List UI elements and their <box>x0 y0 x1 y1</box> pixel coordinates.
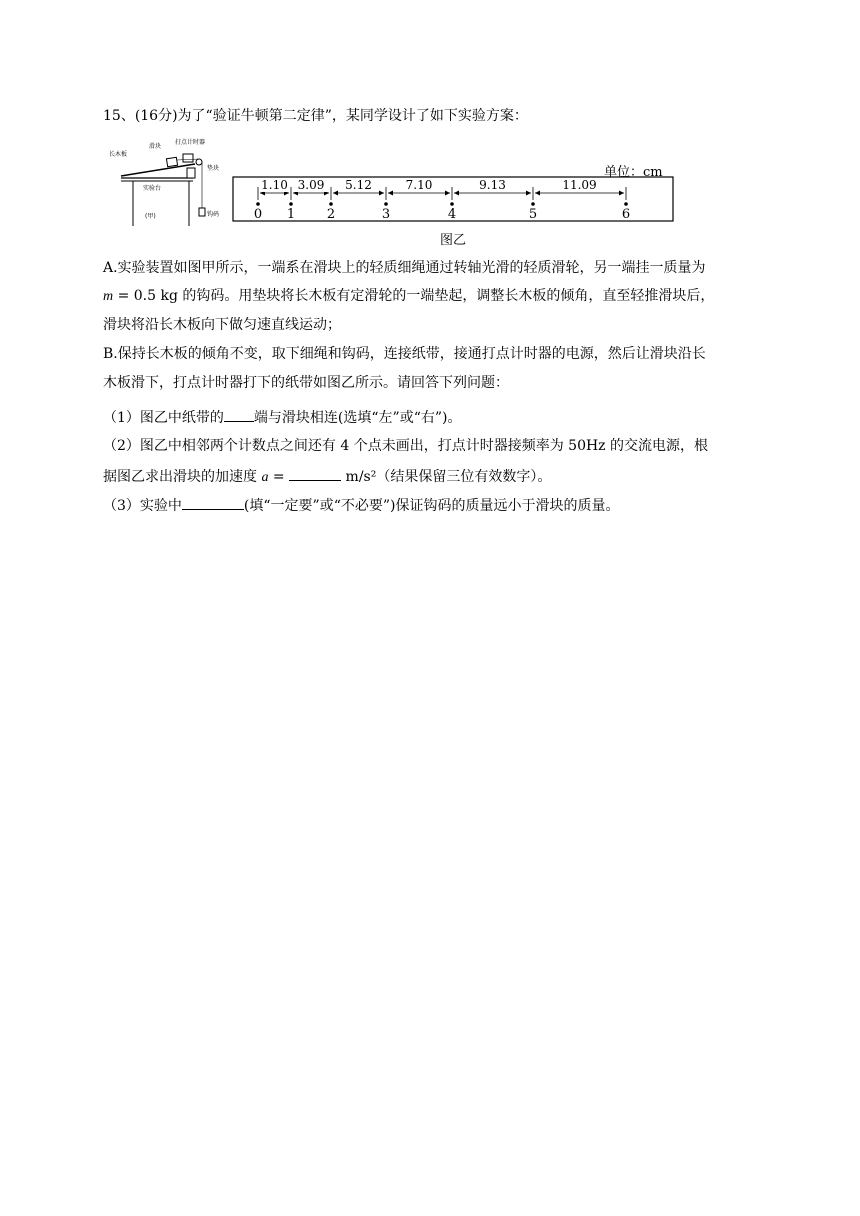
step-a-line2 <box>103 286 714 307</box>
step-a-line3: 滑块将沿长木板向下做匀速直线运动； <box>103 317 341 333</box>
tape-dot-4 <box>450 202 454 206</box>
tape-figure <box>232 160 678 248</box>
arrow-head <box>619 191 624 196</box>
tape-dot-5 <box>531 202 535 206</box>
distance-label: 11.09 <box>562 178 597 192</box>
step-a-line1: A.实验装置如图甲所示，一端系在滑块上的轻质细绳通过转轴光滑的轻质滑轮，另一端挂一质量为 <box>103 260 706 276</box>
arrow-head <box>379 191 384 196</box>
label-slider: 滑块 <box>149 143 162 150</box>
q2-text: 据图乙求出滑块的加速度 <box>103 469 262 485</box>
distance-label: 5.12 <box>345 178 372 192</box>
arrow-head <box>535 191 540 196</box>
tape-dot-0 <box>256 202 260 206</box>
q2-answer-blank[interactable] <box>289 466 341 481</box>
question-2-line2 <box>103 466 551 488</box>
step-b-line1: B.保持长木板的倾角不变，取下细绳和钩码，连接纸带，接通打点计时器的电源，然后让滑块沿长 <box>103 346 706 362</box>
arrow-head <box>445 191 450 196</box>
tape-dot-2 <box>329 202 333 206</box>
acceleration-variable: a <box>261 470 269 485</box>
point-label-3: 3 <box>381 207 391 222</box>
point-label-2: 2 <box>326 207 336 222</box>
q2-text-post: （结果保留三位有效数字）。 <box>376 469 552 485</box>
tape-dot-1 <box>289 202 293 206</box>
point-label-0: 0 <box>253 207 263 222</box>
q1-text: （1）图乙中纸带的 <box>103 410 224 426</box>
caption-jia: (甲) <box>145 213 156 220</box>
distance-label: 1.10 <box>261 178 288 192</box>
unit-label: 单位：cm <box>604 165 663 180</box>
label-board: 长木板 <box>109 151 128 158</box>
tape-dot-3 <box>384 202 388 206</box>
question-1 <box>103 407 461 428</box>
q2-equals: = <box>268 469 290 485</box>
caption-yi: 图乙 <box>440 233 467 248</box>
arrow-head <box>526 191 531 196</box>
label-block: 垫块 <box>207 165 220 172</box>
mass-equation: = 0.5 kg 的钩码。用垫块将长木板有定滑轮的一端垫起，调整长木板的倾角，直至轻推滑块后， <box>113 288 715 304</box>
label-table: 实验台 <box>143 185 162 192</box>
point-label-4: 4 <box>447 207 457 222</box>
distance-label: 7.10 <box>405 178 433 192</box>
q2-unit: m/s² <box>341 469 377 485</box>
distance-label: 3.09 <box>297 178 325 192</box>
question-3 <box>103 495 619 516</box>
q3-answer-blank[interactable] <box>182 495 244 510</box>
q1-answer-blank[interactable] <box>224 407 254 422</box>
arrow-head <box>388 191 393 196</box>
label-weight: 钩码 <box>207 211 220 218</box>
question-2-line1: （2）图乙中相邻两个计数点之间还有 4 个点未画出，打点计时器接频率为 50Hz 的交流电源，根 <box>103 438 709 454</box>
apparatus-figure <box>103 138 223 228</box>
tape-marks <box>254 178 630 222</box>
q3-text-post: (填“一定要”或“不必要”)保证钩码的质量远小于滑块的质量。 <box>243 498 620 514</box>
question-header: 15、(16分)为了“验证牛顿第二定律”，某同学设计了如下实验方案： <box>103 108 528 124</box>
arrow-head <box>454 191 459 196</box>
point-label-6: 6 <box>621 207 631 222</box>
q1-text-post: 端与滑块相连(选填“左”或“右”)。 <box>253 410 462 426</box>
arrow-head <box>333 191 338 196</box>
point-label-5: 5 <box>528 207 538 222</box>
step-b-line2: 木板滑下，打点计时器打下的纸带如图乙所示。请回答下列问题： <box>103 375 509 391</box>
mass-variable: m <box>103 289 114 304</box>
point-label-1: 1 <box>286 207 296 222</box>
label-timer: 打点计时器 <box>175 139 206 146</box>
distance-label: 9.13 <box>479 178 506 192</box>
tape-dot-6 <box>624 202 628 206</box>
q3-text: （3）实验中 <box>103 498 182 514</box>
